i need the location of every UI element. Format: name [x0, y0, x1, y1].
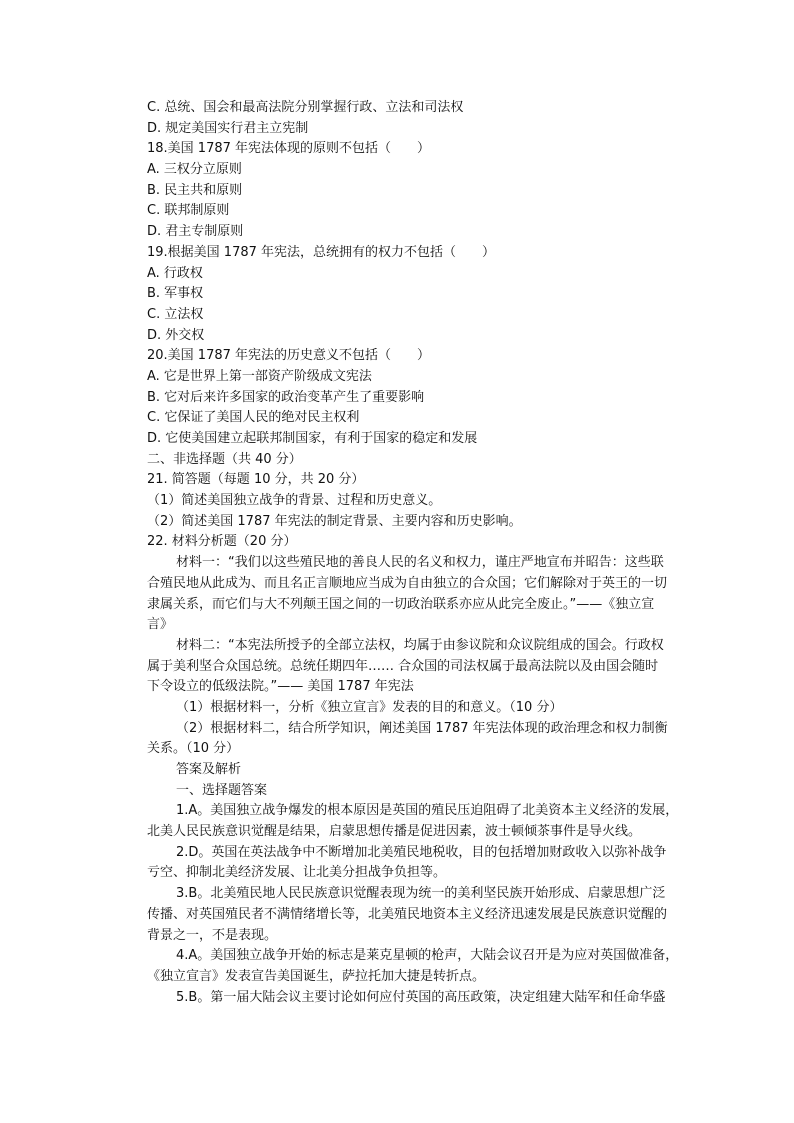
text-line: 背景之一，不是表现。 [147, 927, 278, 943]
text-line: 亏空、抑制北美经济发展、让北美分担战争负担等。 [147, 865, 447, 881]
text-line: 22. 材料分析题（20 分） [147, 534, 297, 550]
text-line: 5.B。第一届大陆会议主要讨论如何应付英国的高压政策，决定组建大陆军和任命华盛 [176, 989, 666, 1005]
text-line: D. 规定美国实行君主立宪制 [147, 120, 309, 136]
text-line: 一、选择题答案 [176, 782, 268, 798]
text-line: D. 外交权 [147, 327, 205, 343]
text-line: C. 立法权 [147, 306, 204, 322]
text-line: 《独立宣言》发表宣告美国诞生，萨拉托加大捷是转折点。 [147, 968, 486, 984]
text-line: 材料二：“本宪法所授予的全部立法权，均属于由参议院和众议院组成的国会。行政权 [176, 637, 664, 653]
text-line: D. 它使美国建立起联邦制国家，有利于国家的稳定和发展 [147, 431, 478, 446]
text-line: （1）根据材料一，分析《独立宣言》发表的目的和意义。（10 分） [176, 699, 563, 715]
text-line: 下令设立的低级法院。”—— 美国 1787 年宪法 [147, 679, 414, 695]
text-line: 隶属关系，而它们与大不列颠王国之间的一切政治联系亦应从此完全废止。”——《独立宣 [147, 596, 655, 612]
text-line: B. 军事权 [147, 286, 204, 302]
text-line: C. 它保证了美国人民的绝对民主权利 [147, 410, 360, 426]
document-body [147, 98, 688, 1008]
text-line: C. 联邦制原则 [147, 203, 230, 219]
text-line: （1）简述美国独立战争的背景、过程和历史意义。 [147, 493, 442, 509]
text-line: 言》 [147, 617, 174, 633]
text-line: 答案及解析 [176, 762, 242, 777]
text-line: 关系。（10 分） [147, 741, 240, 757]
text-line: 19.根据美国 1787 年宪法，总统拥有的权力不包括（ ） [147, 244, 496, 260]
text-line: 北美人民民族意识觉醒是结果，启蒙思想传播是促进因素，波士顿倾茶事件是导火线。 [147, 824, 642, 840]
text-line: （2）根据材料二，结合所学知识，阐述美国 1787 年宪法体现的政治理念和权力制衡 [176, 720, 668, 736]
text-line: 传播、对英国殖民者不满情绪增长等，北美殖民地资本主义经济迅速发展是民族意识觉醒的 [147, 906, 668, 922]
text-line: B. 它对后来许多国家的政治变革产生了重要影响 [147, 389, 425, 405]
text-line: A. 三权分立原则 [147, 162, 242, 178]
text-line: 3.B。北美殖民地人民民族意识觉醒表现为统一的美利坚民族开始形成、启蒙思想广泛 [176, 886, 666, 902]
text-line: 1.A。美国独立战争爆发的根本原因是英国的殖民压迫阻碍了北美资本主义经济的发展， [176, 803, 679, 819]
text-line: （2）简述美国 1787 年宪法的制定背景、主要内容和历史影响。 [147, 513, 522, 529]
text-line: 属于美利坚合众国总统。总统任期四年…… 合众国的司法权属于最高法院以及由国会随时 [147, 658, 659, 674]
text-line: A. 行政权 [147, 265, 203, 281]
text-line: A. 它是世界上第一部资产阶级成文宪法 [147, 368, 372, 384]
text-line: 2.D。英国在英法战争中不断增加北美殖民地税收，目的包括增加财政收入以弥补战争 [176, 844, 667, 860]
text-line: 合殖民地从此成为、而且名正言顺地应当成为自由独立的合众国；它们解除对于英王的一切 [147, 575, 668, 591]
text-line: D. 君主专制原则 [147, 224, 244, 240]
text-line: 20.美国 1787 年宪法的历史意义不包括（ ） [147, 348, 431, 364]
text-line: 材料一：“我们以这些殖民地的善良人民的名义和权力，谨庄严地宣布并昭告：这些联 [176, 555, 664, 571]
text-line: C. 总统、国会和最高法院分别掌握行政、立法和司法权 [147, 100, 464, 115]
text-line: 4.A。美国独立战争开始的标志是莱克星顿的枪声，大陆会议召开是为应对英国做准备， [176, 948, 679, 964]
text-line: 二、非选择题（共 40 分） [147, 451, 302, 467]
text-line: 21. 简答题（每题 10 分，共 20 分） [147, 472, 365, 488]
text-line: B. 民主共和原则 [147, 182, 243, 198]
text-line: 18.美国 1787 年宪法体现的原则不包括（ ） [147, 141, 431, 157]
